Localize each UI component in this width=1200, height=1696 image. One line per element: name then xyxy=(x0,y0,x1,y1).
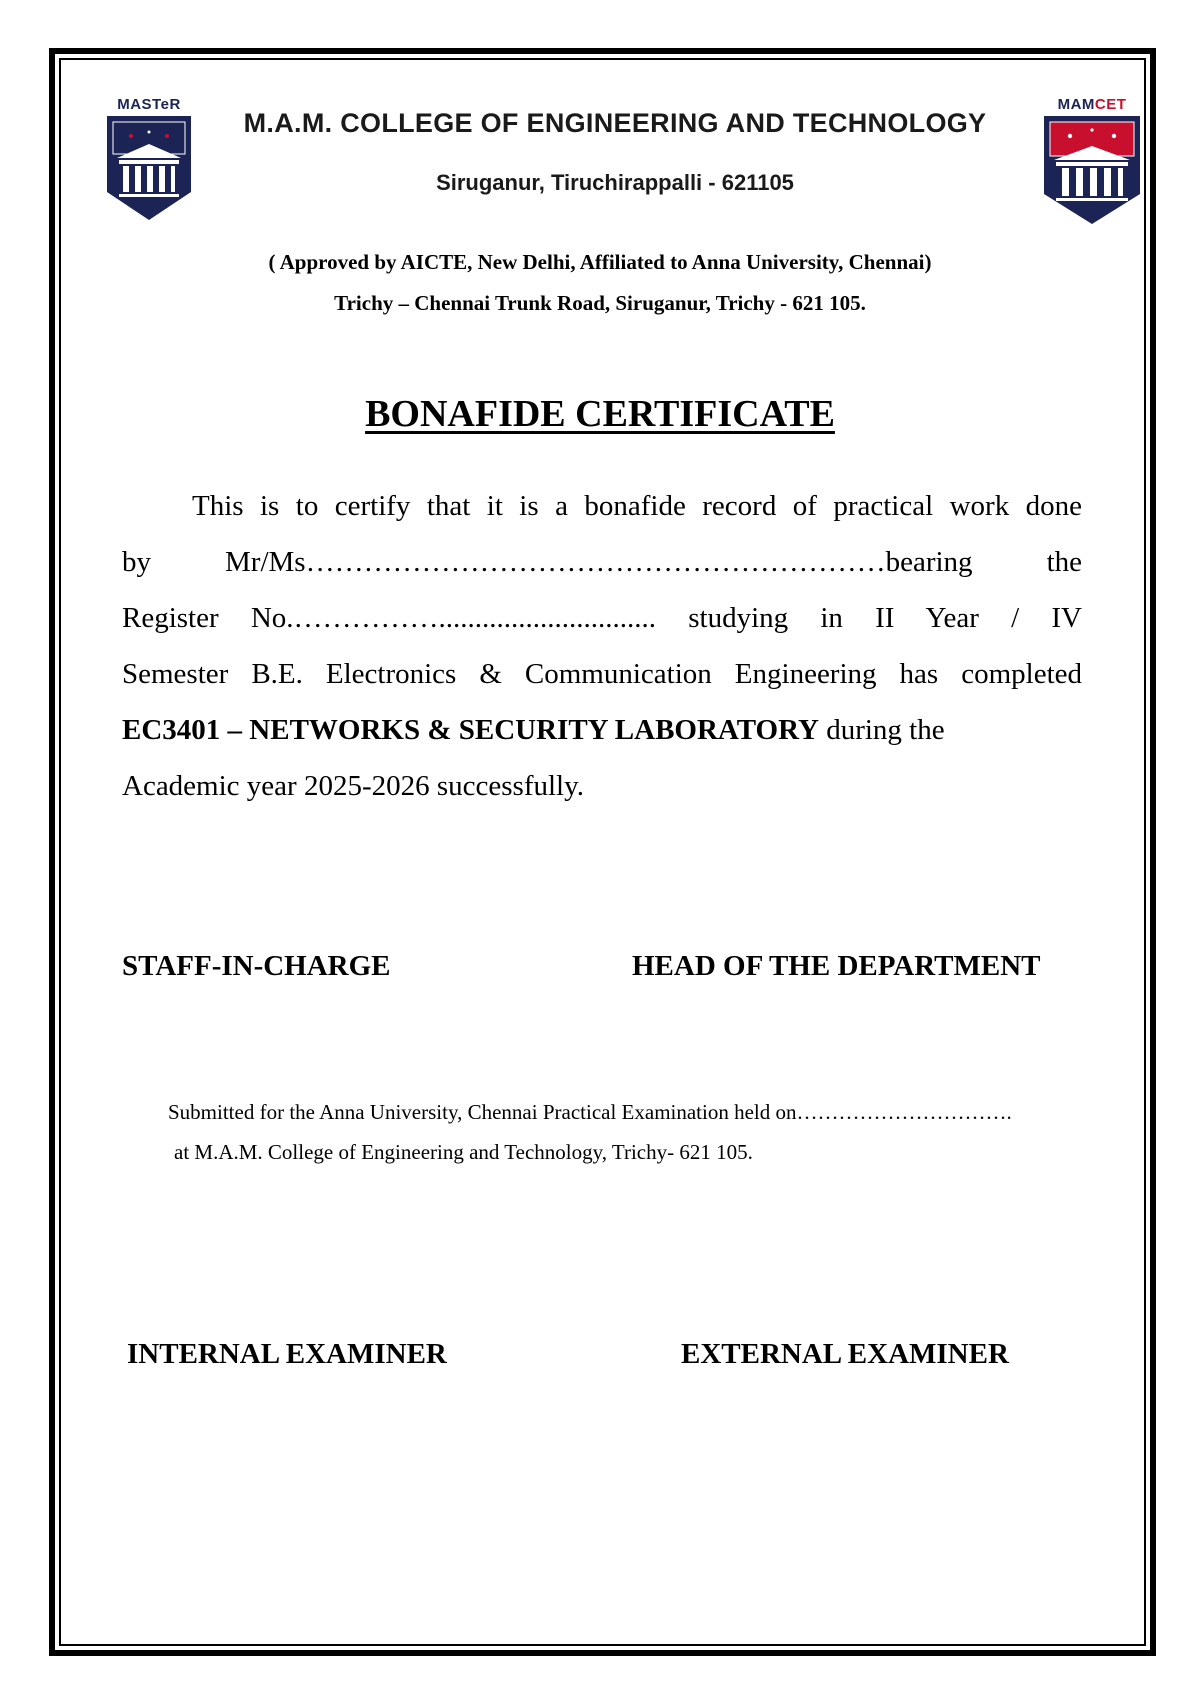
mamcet-logo-caption xyxy=(1040,96,1144,114)
name-prefix: by Mr/Ms xyxy=(122,546,306,578)
submission-line-2: at M.A.M. College of Engineering and Technology, Trichy- 621 105. xyxy=(174,1140,753,1164)
course-title: EC3401 – NETWORKS & SECURITY LABORATORY xyxy=(122,714,819,746)
body-line-6: Academic year 2025-2026 successfully. xyxy=(122,770,584,802)
mamcet-caption-mam: MAM xyxy=(1057,96,1095,113)
internal-examiner-label: INTERNAL EXAMINER xyxy=(127,1338,447,1370)
mamcet-shield-icon xyxy=(1040,114,1144,228)
external-examiner-label: EXTERNAL EXAMINER xyxy=(681,1338,1009,1370)
register-suffix: studying in II Year / IV xyxy=(688,602,1082,634)
body-line-4: Semester B.E. Electronics & Communication Engineering has completed xyxy=(122,658,1082,690)
master-shield-icon xyxy=(103,114,195,224)
address-line: Trichy – Chennai Trunk Road, Siruganur, Trichy - 621 105. xyxy=(334,291,866,315)
hod-label: HEAD OF THE DEPARTMENT xyxy=(632,950,1041,982)
certificate-title: BONAFIDE CERTIFICATE xyxy=(365,393,835,435)
master-logo xyxy=(103,96,195,226)
submission-line-1: Submitted for the Anna University, Chennai Practical Examination held on…………………………. xyxy=(168,1100,1012,1124)
submission-note xyxy=(168,1092,1012,1172)
mamcet-logo xyxy=(1040,96,1144,230)
college-name: M.A.M. COLLEGE OF ENGINEERING AND TECHNOLOGY xyxy=(243,108,987,138)
mamcet-caption-cet: CET xyxy=(1094,96,1127,113)
certificate-body xyxy=(122,478,1082,814)
register-blank: …………….............................. xyxy=(293,602,657,634)
body-line-1: This is to certify that it is a bonafide record of practical work done xyxy=(192,490,1082,522)
register-prefix: Register No. xyxy=(122,602,294,634)
body-line-3 xyxy=(122,590,1082,646)
name-suffix: bearing the xyxy=(885,546,1082,578)
staff-in-charge-label: STAFF-IN-CHARGE xyxy=(122,950,391,982)
master-logo-caption: MASTeR xyxy=(117,96,181,113)
body-line-5 xyxy=(122,702,1082,758)
course-suffix: during the xyxy=(826,714,945,746)
approval-line: ( Approved by AICTE, New Delhi, Affiliated to Anna University, Chennai) xyxy=(268,250,932,274)
name-blank: …………………………………………………… xyxy=(305,546,886,578)
college-place: Siruganur, Tiruchirappalli - 621105 xyxy=(436,170,794,195)
body-line-2 xyxy=(122,534,1082,590)
